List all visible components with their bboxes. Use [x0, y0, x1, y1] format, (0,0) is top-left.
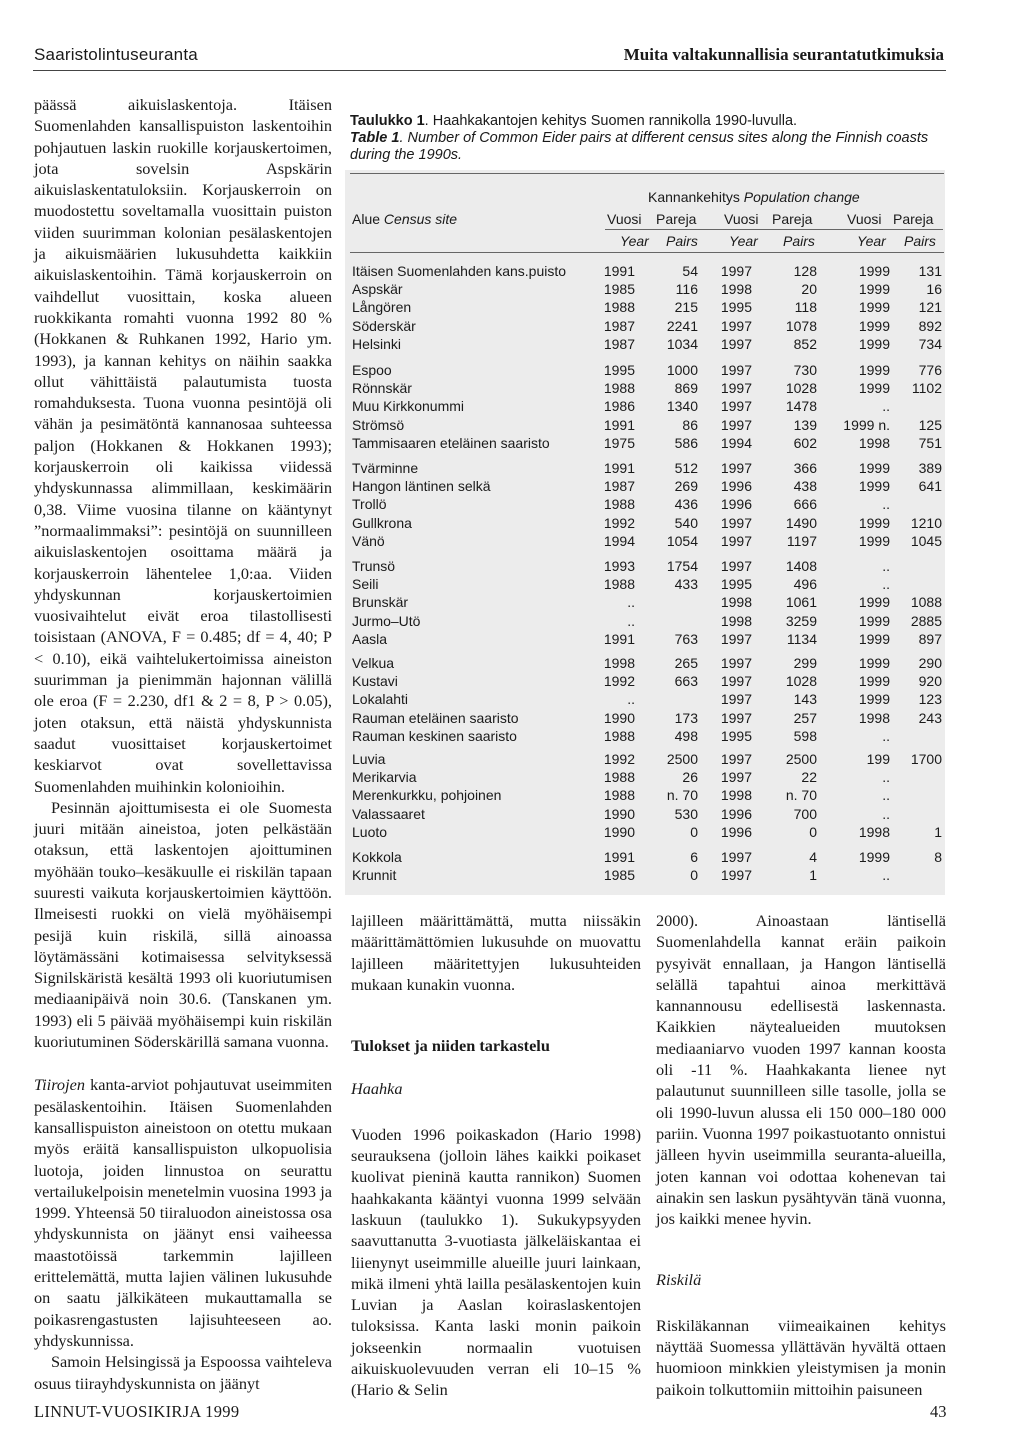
- site-cell: Rauman keskinen saaristo: [352, 727, 517, 744]
- value-cell: 389: [918, 460, 942, 476]
- value-cell: 1991: [603, 849, 635, 865]
- running-header-right: Muita valtakunnallisia seurantatutkimuksia: [623, 45, 944, 64]
- value-cell: 763: [674, 630, 698, 647]
- value-cell: 1991: [603, 416, 635, 433]
- value-cell: 1992: [603, 514, 635, 531]
- value-cell: ..: [882, 867, 890, 884]
- value-cell: 2241: [666, 317, 698, 334]
- value-cell: 1997: [720, 849, 752, 865]
- value-cell: n. 70: [666, 787, 698, 804]
- value-cell: 1061: [785, 594, 817, 611]
- value-cell: 1988: [603, 576, 635, 593]
- value-cell: 1134: [786, 630, 817, 647]
- paragraph: Pesinnän ajoittumisesta ei ole Suomesta juuri mitään aineistoa, joten pelkästään otaksun, että laskentojen ajoittuminen myöhään touko–kesäkuulle ei riskilän tapaan suuresti vaikuta korjauskertoimien käyttöön. Ilmeisesti ruokki on vielä myöhäisempi pesijä kuin riskilä, sillä ainoassa löytämässäni kotimaisessa selvityksessä Signilskäristä kesältä 1993 oli kuoriutumisen mediaanipäivä noin 30.6. (Tanskanen ym. 1993) eli 5 päivää myöhäisempi kuin riskilän kuoriutuminen Söderskärillä samana vuonna.: [34, 797, 332, 1052]
- pairs-header-en-1: Pairs: [666, 233, 698, 249]
- value-cell: 1478: [785, 398, 817, 415]
- value-cell: 1990: [603, 823, 635, 840]
- value-cell: 1997: [720, 673, 752, 690]
- value-cell: 438: [793, 478, 817, 495]
- paragraph: päässä aikuislaskentoja. Itäisen Suomenlahden kansallispuiston laskentoihin pohjautuen laskin ruokille korjauskertoimen, jota sovelsin Aspskärin aikuislaskentatuloksiin. Korjauskerroin on muodostettu soveltamalla vuosittain puiston viiden suurimman kolonian pesälaskentojen ja aikuismäärien lukusuhdetta kaikkiin aikuislaskentoihin. Tämä korjauskerroin on vaihdellut vuosittain, koska alueen ruokkikanta romahti vuonna 1992 80 % (Hokkanen & Ruhkanen 1992, Hario ym. 1993), ja kannan kehitys on näihin saakka ollut vähittäistä palautumista tuosta romahduksesta. Tuona vuonna pesintöjä oli vähän ja pesimätöntä kannanosaa suhteessa paljon (Hokkanen & Hokkanen 1993); korjauskerroin oli kaikissa viidessä yhdyskunnassa alimmillaan, keskimäärin 0,38. Viime vuosina tilanne on kääntynyt ”normaalimmaksi”: pesintöjä on suunnilleen aikuislaskentojen osoittama määrä ja korjauskerroin lähentelee 1,0:aa. Viiden yhdyskunnan korjauskertoimien vuosivaihtelut eivät eroa tilastollisesti toisistaan (ANOVA, F = 0.485; df = 4, 40; P < 0.10), eikä vaihtelukertoimissa aineiston suurimman ja pienimmän hajonnan välillä ole eroa (F = 2.230, df1 & 2 = 8, P > 0.05), joten otaksun, että näistä yhdyskunnista saadut vuosittaiset korjauskertoimet keskiarvot ovat sovellettavissa Suomenlahden muihinkin kolonioihin.: [34, 95, 332, 796]
- site-cell: Lokalahti: [352, 691, 409, 708]
- value-cell: 116: [675, 281, 698, 298]
- table-row: [352, 691, 942, 709]
- site-cell: Söderskär: [352, 317, 416, 334]
- value-cell: 1999: [858, 849, 890, 865]
- table-row: [352, 806, 942, 824]
- value-cell: 1997: [720, 655, 752, 671]
- table-row: [352, 496, 942, 514]
- value-cell: 1997: [720, 691, 752, 708]
- value-cell: 1998: [720, 281, 752, 298]
- subsection-heading: Riskilä: [656, 1270, 702, 1290]
- value-cell: 6: [690, 849, 698, 865]
- table-row: [352, 558, 942, 576]
- value-cell: ..: [882, 558, 890, 574]
- site-cell: Gullkrona: [352, 514, 412, 531]
- value-cell: 852: [793, 335, 817, 352]
- value-cell: 1999: [858, 460, 890, 476]
- value-cell: 1988: [603, 496, 635, 513]
- section-heading: Tulokset ja niiden tarkastelu: [351, 1036, 550, 1056]
- value-cell: 1490: [785, 514, 817, 531]
- caption-text: . Haahkakantojen kehitys Suomen rannikolla 1990-luvulla.: [424, 113, 798, 129]
- value-cell: 498: [674, 727, 698, 744]
- value-cell: 1999: [858, 691, 890, 708]
- table-row-group: [352, 558, 942, 649]
- value-cell: 1054: [666, 532, 698, 549]
- year-header-en-1: Year: [620, 233, 649, 249]
- value-cell: 2885: [910, 612, 942, 629]
- value-cell: 16: [926, 281, 942, 298]
- site-cell: Trunsö: [352, 558, 396, 574]
- value-cell: 1997: [720, 514, 752, 531]
- site-cell: Kustavi: [352, 673, 398, 690]
- value-cell: 290: [918, 655, 942, 671]
- value-cell: 1996: [720, 805, 752, 822]
- value-cell: 131: [918, 263, 942, 279]
- caption-en: [350, 130, 946, 164]
- value-cell: 269: [674, 478, 698, 495]
- value-cell: 1986: [603, 398, 635, 415]
- value-cell: 2500: [666, 751, 698, 767]
- site-cell: Seili: [352, 576, 379, 593]
- value-cell: 666: [793, 496, 817, 513]
- value-cell: 1995: [720, 727, 752, 744]
- value-cell: 121: [918, 299, 942, 316]
- value-cell: 1975: [603, 434, 635, 451]
- site-cell: Merikarvia: [352, 769, 417, 786]
- table-row: [352, 867, 942, 885]
- value-cell: 1028: [785, 673, 817, 690]
- value-cell: 496: [793, 576, 817, 593]
- value-cell: 1998: [603, 655, 635, 671]
- value-cell: 8: [934, 849, 942, 865]
- caption-label: Taulukko 1: [350, 113, 425, 129]
- table-row-group: [352, 460, 942, 551]
- site-cell: Luvia: [352, 751, 386, 767]
- site-cell: Aspskär: [352, 281, 403, 298]
- group-header: Kannankehitys Population change: [648, 189, 860, 205]
- value-cell: 1: [934, 823, 942, 840]
- value-cell: 0: [690, 823, 698, 840]
- value-cell: 1993: [603, 558, 635, 574]
- value-cell: 1998: [720, 594, 752, 611]
- value-cell: 700: [793, 805, 817, 822]
- text-column-middle: [351, 910, 641, 1401]
- value-cell: 86: [682, 416, 698, 433]
- value-cell: 1994: [603, 532, 635, 549]
- table-row-group: [352, 362, 942, 453]
- value-cell: 598: [793, 727, 817, 744]
- value-cell: 1995: [603, 362, 635, 378]
- value-cell: 1992: [603, 751, 635, 767]
- table-row: [352, 533, 942, 551]
- value-cell: 139: [793, 416, 817, 433]
- value-cell: 299: [793, 655, 817, 671]
- table-row: [352, 281, 942, 299]
- value-cell: 1995: [720, 576, 752, 593]
- value-cell: 641: [918, 478, 942, 495]
- value-cell: 1988: [603, 727, 635, 744]
- value-cell: ..: [627, 691, 635, 708]
- value-cell: 530: [674, 805, 698, 822]
- site-cell: Muu Kirkkonummi: [352, 398, 465, 415]
- paragraph: 2000). Ainoastaan läntisellä Suomenlahdella kannat eräin paikoin pysyivät ennallaan, ja Hangon läntisellä selällä tapahtui ainoa merkittävä kannannousu edellisestä laskennasta. Kaikkien näytealueiden muutoksen mediaaniarvo vuoden 1997 kannan koosta oli -11 %. Haahkakanta lienee nyt palautunut suunnilleen sille tasolle, jolla se oli 1990-luvun alussa eli 150 000–180 000 pariin. Vuonna 1997 poikastuotanto onnistui jälleen hyvin useimmilla seuranta-alueilla, joten kannan voi odottaa kohenevan tai ainakin sen laskun pysähtyvän tänä vuonna, jos kaikki menee hyvin.: [656, 911, 946, 1229]
- table-row: [352, 849, 942, 867]
- value-cell: 1999: [858, 478, 890, 495]
- value-cell: 4: [809, 849, 817, 865]
- value-cell: ..: [627, 612, 635, 629]
- value-cell: 1997: [720, 416, 752, 433]
- value-cell: 1985: [603, 867, 635, 884]
- value-cell: 586: [674, 434, 698, 451]
- value-cell: 1997: [720, 532, 752, 549]
- value-cell: n. 70: [785, 787, 817, 804]
- value-cell: 436: [674, 496, 698, 513]
- value-cell: 1998: [720, 612, 752, 629]
- table-row: [352, 728, 942, 746]
- paragraph-text: kanta-arviot pohjautuvat useimmiten pesälaskentoihin. Itäisen Suomenlahden kansallispuiston aineistoon on otettu mukaan myös eräitä kansallispuiston ulkopuolisia luotoja, joiden linnustoa on seurattu vertailukelpoisin menetelmin vuosina 1993 ja 1999. Yhteensä 50 tiiraluodon aineistossa osa yhdyskunnista on jäänyt ensi vaiheessa maastotöissä tarkemmin lajilleen erittelemättä, mutta lajien välinen lukusuhde on saatu jälkikäteen mukauttamalla se poikasrengastusten lajisuhteeseen ao. yhdyskunnissa.: [34, 1075, 332, 1350]
- value-cell: 1988: [603, 769, 635, 786]
- value-cell: 1991: [603, 460, 635, 476]
- value-cell: 1197: [786, 532, 817, 549]
- value-cell: 2500: [785, 751, 817, 767]
- table-row: [352, 318, 942, 336]
- paragraph: Samoin Helsingissä ja Espoossa vaihteleva osuus tiirayhdyskunnista on jäänyt: [34, 1352, 332, 1393]
- value-cell: 1999: [858, 532, 890, 549]
- value-cell: 1990: [603, 709, 635, 726]
- table-rule-header: [350, 252, 944, 253]
- value-cell: 1998: [858, 709, 890, 726]
- value-cell: ..: [882, 576, 890, 593]
- value-cell: 512: [674, 460, 698, 476]
- caption-label-en: Table 1: [350, 130, 400, 146]
- table-row: [352, 824, 942, 842]
- table-row: [352, 336, 942, 354]
- table-row: [352, 710, 942, 728]
- site-cell: Tvärminne: [352, 460, 419, 476]
- value-cell: 1992: [603, 673, 635, 690]
- value-cell: 540: [674, 514, 698, 531]
- year-header-1: Vuosi: [607, 211, 642, 227]
- value-cell: 1408: [785, 558, 817, 574]
- table-row: [352, 631, 942, 649]
- value-cell: ..: [627, 594, 635, 611]
- value-cell: 1078: [785, 317, 817, 334]
- site-cell: Merenkurkku, pohjoinen: [352, 787, 502, 804]
- value-cell: 1754: [666, 558, 698, 574]
- value-cell: 1987: [603, 478, 635, 495]
- page-number: 43: [930, 1402, 947, 1421]
- pairs-header-en-3: Pairs: [904, 233, 936, 249]
- value-cell: 1987: [603, 335, 635, 352]
- value-cell: 920: [918, 673, 942, 690]
- table-row: [352, 362, 942, 380]
- value-cell: 1997: [720, 630, 752, 647]
- value-cell: 1998: [858, 823, 890, 840]
- year-header-en-3: Year: [857, 233, 886, 249]
- value-cell: ..: [882, 727, 890, 744]
- value-cell: 257: [793, 709, 817, 726]
- table-rule-top: [350, 173, 944, 174]
- value-cell: 199: [866, 751, 890, 767]
- table-row-group: [352, 655, 942, 746]
- table-row: [352, 435, 942, 453]
- value-cell: 730: [793, 362, 817, 378]
- value-cell: 118: [794, 299, 817, 316]
- value-cell: 892: [918, 317, 942, 334]
- table-row: [352, 751, 942, 769]
- table-row: [352, 769, 942, 787]
- value-cell: 1988: [603, 380, 635, 397]
- value-cell: 20: [801, 281, 817, 298]
- header-rule: [33, 70, 946, 71]
- site-cell: Kokkola: [352, 849, 402, 865]
- value-cell: 1997: [720, 380, 752, 397]
- site-cell: Långören: [352, 299, 412, 316]
- running-header-left: Saaristolintuseuranta: [34, 45, 198, 64]
- value-cell: 123: [918, 691, 942, 708]
- paragraph: Riskiläkannan viimeaikainen kehitys näyttää Suomessa yllättävän hyvältä ottaen huomioon minkkien yleistymisen ja monin paikoin tolkuttomiin mittoihin paisuneen: [656, 1315, 946, 1399]
- value-cell: 1997: [720, 751, 752, 767]
- year-header-2: Vuosi: [724, 211, 759, 227]
- value-cell: 1998: [858, 434, 890, 451]
- site-cell: Vänö: [352, 532, 385, 549]
- value-cell: 1988: [603, 299, 635, 316]
- site-cell: Rönnskär: [352, 380, 412, 397]
- table-row: [352, 417, 942, 435]
- value-cell: 173: [674, 709, 698, 726]
- site-cell: Strömsö: [352, 416, 405, 433]
- value-cell: 1: [809, 867, 817, 884]
- value-cell: 1997: [720, 263, 752, 279]
- value-cell: 1999: [858, 514, 890, 531]
- value-cell: 1034: [666, 335, 698, 352]
- value-cell: 3259: [785, 612, 817, 629]
- site-cell: Hangon läntinen selkä: [352, 478, 491, 495]
- value-cell: 602: [793, 434, 817, 451]
- caption-fi: [350, 113, 946, 130]
- value-cell: 54: [682, 263, 698, 279]
- value-cell: 1999: [858, 612, 890, 629]
- value-cell: 1028: [785, 380, 817, 397]
- value-cell: 1988: [603, 787, 635, 804]
- value-cell: 22: [801, 769, 817, 786]
- value-cell: 1997: [720, 362, 752, 378]
- table-row: [352, 263, 942, 281]
- text-column-right: [656, 910, 946, 1400]
- value-cell: 1997: [720, 460, 752, 476]
- table-row: [352, 380, 942, 398]
- value-cell: 1999: [858, 299, 890, 316]
- value-cell: 1999: [858, 335, 890, 352]
- value-cell: 1997: [720, 398, 752, 415]
- value-cell: 433: [674, 576, 698, 593]
- value-cell: 1994: [720, 434, 752, 451]
- site-column-header: Alue Census site: [352, 211, 458, 227]
- value-cell: 1102: [911, 380, 942, 397]
- value-cell: ..: [882, 398, 890, 415]
- year-header-en-2: Year: [729, 233, 758, 249]
- site-cell: Valassaaret: [352, 805, 425, 822]
- site-cell: Espoo: [352, 362, 392, 378]
- value-cell: 1045: [910, 532, 942, 549]
- value-cell: 1999: [858, 655, 890, 671]
- value-cell: 265: [674, 655, 698, 671]
- value-cell: 1999: [858, 630, 890, 647]
- table-row: [352, 299, 942, 317]
- value-cell: 1991: [603, 263, 635, 279]
- value-cell: 1987: [603, 317, 635, 334]
- site-cell: Jurmo–Utö: [352, 612, 421, 629]
- value-cell: ..: [882, 805, 890, 822]
- value-cell: 734: [918, 335, 942, 352]
- value-cell: 366: [793, 460, 817, 476]
- site-cell: Trollö: [352, 496, 387, 513]
- value-cell: 897: [918, 630, 942, 647]
- value-cell: 1999: [858, 317, 890, 334]
- pairs-header-2: Pareja: [772, 211, 813, 227]
- table-row-group: [352, 751, 942, 842]
- value-cell: 1999: [858, 263, 890, 279]
- site-cell: Velkua: [352, 655, 395, 671]
- table-row-group: [352, 263, 942, 354]
- table-row: [352, 613, 942, 631]
- value-cell: 1088: [910, 594, 942, 611]
- pairs-header-en-2: Pairs: [783, 233, 815, 249]
- value-cell: 1997: [720, 558, 752, 574]
- value-cell: 1997: [720, 769, 752, 786]
- value-cell: 1700: [910, 751, 942, 767]
- value-cell: 1996: [720, 496, 752, 513]
- value-cell: 1999 n.: [843, 416, 890, 433]
- table-row: [352, 460, 942, 478]
- value-cell: ..: [882, 787, 890, 804]
- subsection-heading: Haahka: [351, 1079, 403, 1099]
- value-cell: 776: [918, 362, 942, 378]
- value-cell: 1996: [720, 823, 752, 840]
- value-cell: 1340: [666, 398, 698, 415]
- table-row: [352, 576, 942, 594]
- paragraph: lajilleen määrittämättä, mutta niissäkin määrittämättömien lukusuhde on muovattu lajilleen määritettyjen lukusuhteiden mukaan kunakin vuonna.: [351, 911, 641, 994]
- value-cell: 1991: [603, 630, 635, 647]
- value-cell: 1997: [720, 335, 752, 352]
- caption-text-en: . Number of Common Eider pairs at different census sites along the Finnish coasts during the 1990s.: [350, 130, 929, 163]
- subheader-rule: [605, 229, 943, 230]
- value-cell: 663: [674, 673, 698, 690]
- value-cell: 128: [793, 263, 817, 279]
- table-row: [352, 398, 942, 416]
- site-cell: Helsinki: [352, 335, 402, 352]
- value-cell: 143: [793, 691, 817, 708]
- value-cell: 751: [918, 434, 942, 451]
- value-cell: 1995: [720, 299, 752, 316]
- site-cell: Krunnit: [352, 867, 397, 884]
- value-cell: 0: [690, 867, 698, 884]
- value-cell: 1999: [858, 362, 890, 378]
- value-cell: 1999: [858, 594, 890, 611]
- pairs-header-1: Pareja: [656, 211, 697, 227]
- value-cell: 1997: [720, 317, 752, 334]
- value-cell: 869: [674, 380, 698, 397]
- value-cell: 125: [918, 416, 942, 433]
- value-cell: 243: [918, 709, 942, 726]
- paragraph: Vuoden 1996 poikaskadon (Hario 1998) seurauksena (jolloin lähes kaikki poikaset kuolivat pieninä kautta rannikon) Suomen haahkakanta kääntyi vuonna 1999 selvään laskuun (taulukko 1). Sukukypsyyden saavuttanutta 3-vuotiasta jälkeläiskantaa ei liienynyt useimmille alueille juuri lainkaan, mikä ilmeni yhtä lailla pesälaskentojen kuin Luvian ja Aaslan koiraslaskentojen tuloksissa. Kanta laski monin paikoin jokseenkin normaalin vuotuisen aikuiskuolevuuden verran eli 10–15 % (Hario & Selin: [351, 1124, 641, 1400]
- table-row: [352, 594, 942, 612]
- site-cell: Luoto: [352, 823, 388, 840]
- site-cell: Brunskär: [352, 594, 409, 611]
- table-row: [352, 655, 942, 673]
- text-column-left: [34, 94, 332, 1394]
- table-row: [352, 787, 942, 805]
- site-cell: Rauman eteläinen saaristo: [352, 709, 519, 726]
- value-cell: 1998: [720, 787, 752, 804]
- value-cell: ..: [882, 769, 890, 786]
- value-cell: 1999: [858, 281, 890, 298]
- site-cell: Tammisaaren eteläinen saaristo: [352, 434, 550, 451]
- value-cell: 0: [809, 823, 817, 840]
- table-row: [352, 673, 942, 691]
- value-cell: 1996: [720, 478, 752, 495]
- value-cell: 1985: [603, 281, 635, 298]
- table-row: [352, 515, 942, 533]
- value-cell: 26: [682, 769, 698, 786]
- value-cell: 1997: [720, 867, 752, 884]
- pairs-header-3: Pareja: [893, 211, 934, 227]
- value-cell: 1999: [858, 380, 890, 397]
- value-cell: ..: [882, 496, 890, 513]
- value-cell: 215: [674, 299, 698, 316]
- footer-journal: LINNUT-VUOSIKIRJA 1999: [34, 1402, 240, 1421]
- year-header-3: Vuosi: [847, 211, 882, 227]
- site-cell: Itäisen Suomenlahden kans.puisto: [352, 263, 567, 279]
- table-row-group: [352, 849, 942, 885]
- value-cell: 1990: [603, 805, 635, 822]
- value-cell: 1210: [910, 514, 942, 531]
- value-cell: 1000: [666, 362, 698, 378]
- value-cell: 1997: [720, 709, 752, 726]
- table-row: [352, 478, 942, 496]
- site-cell: Aasla: [352, 630, 388, 647]
- italic-lead: Tiirojen: [34, 1075, 85, 1095]
- table-caption: [350, 113, 946, 164]
- paragraph: [34, 1074, 332, 1351]
- value-cell: 1999: [858, 673, 890, 690]
